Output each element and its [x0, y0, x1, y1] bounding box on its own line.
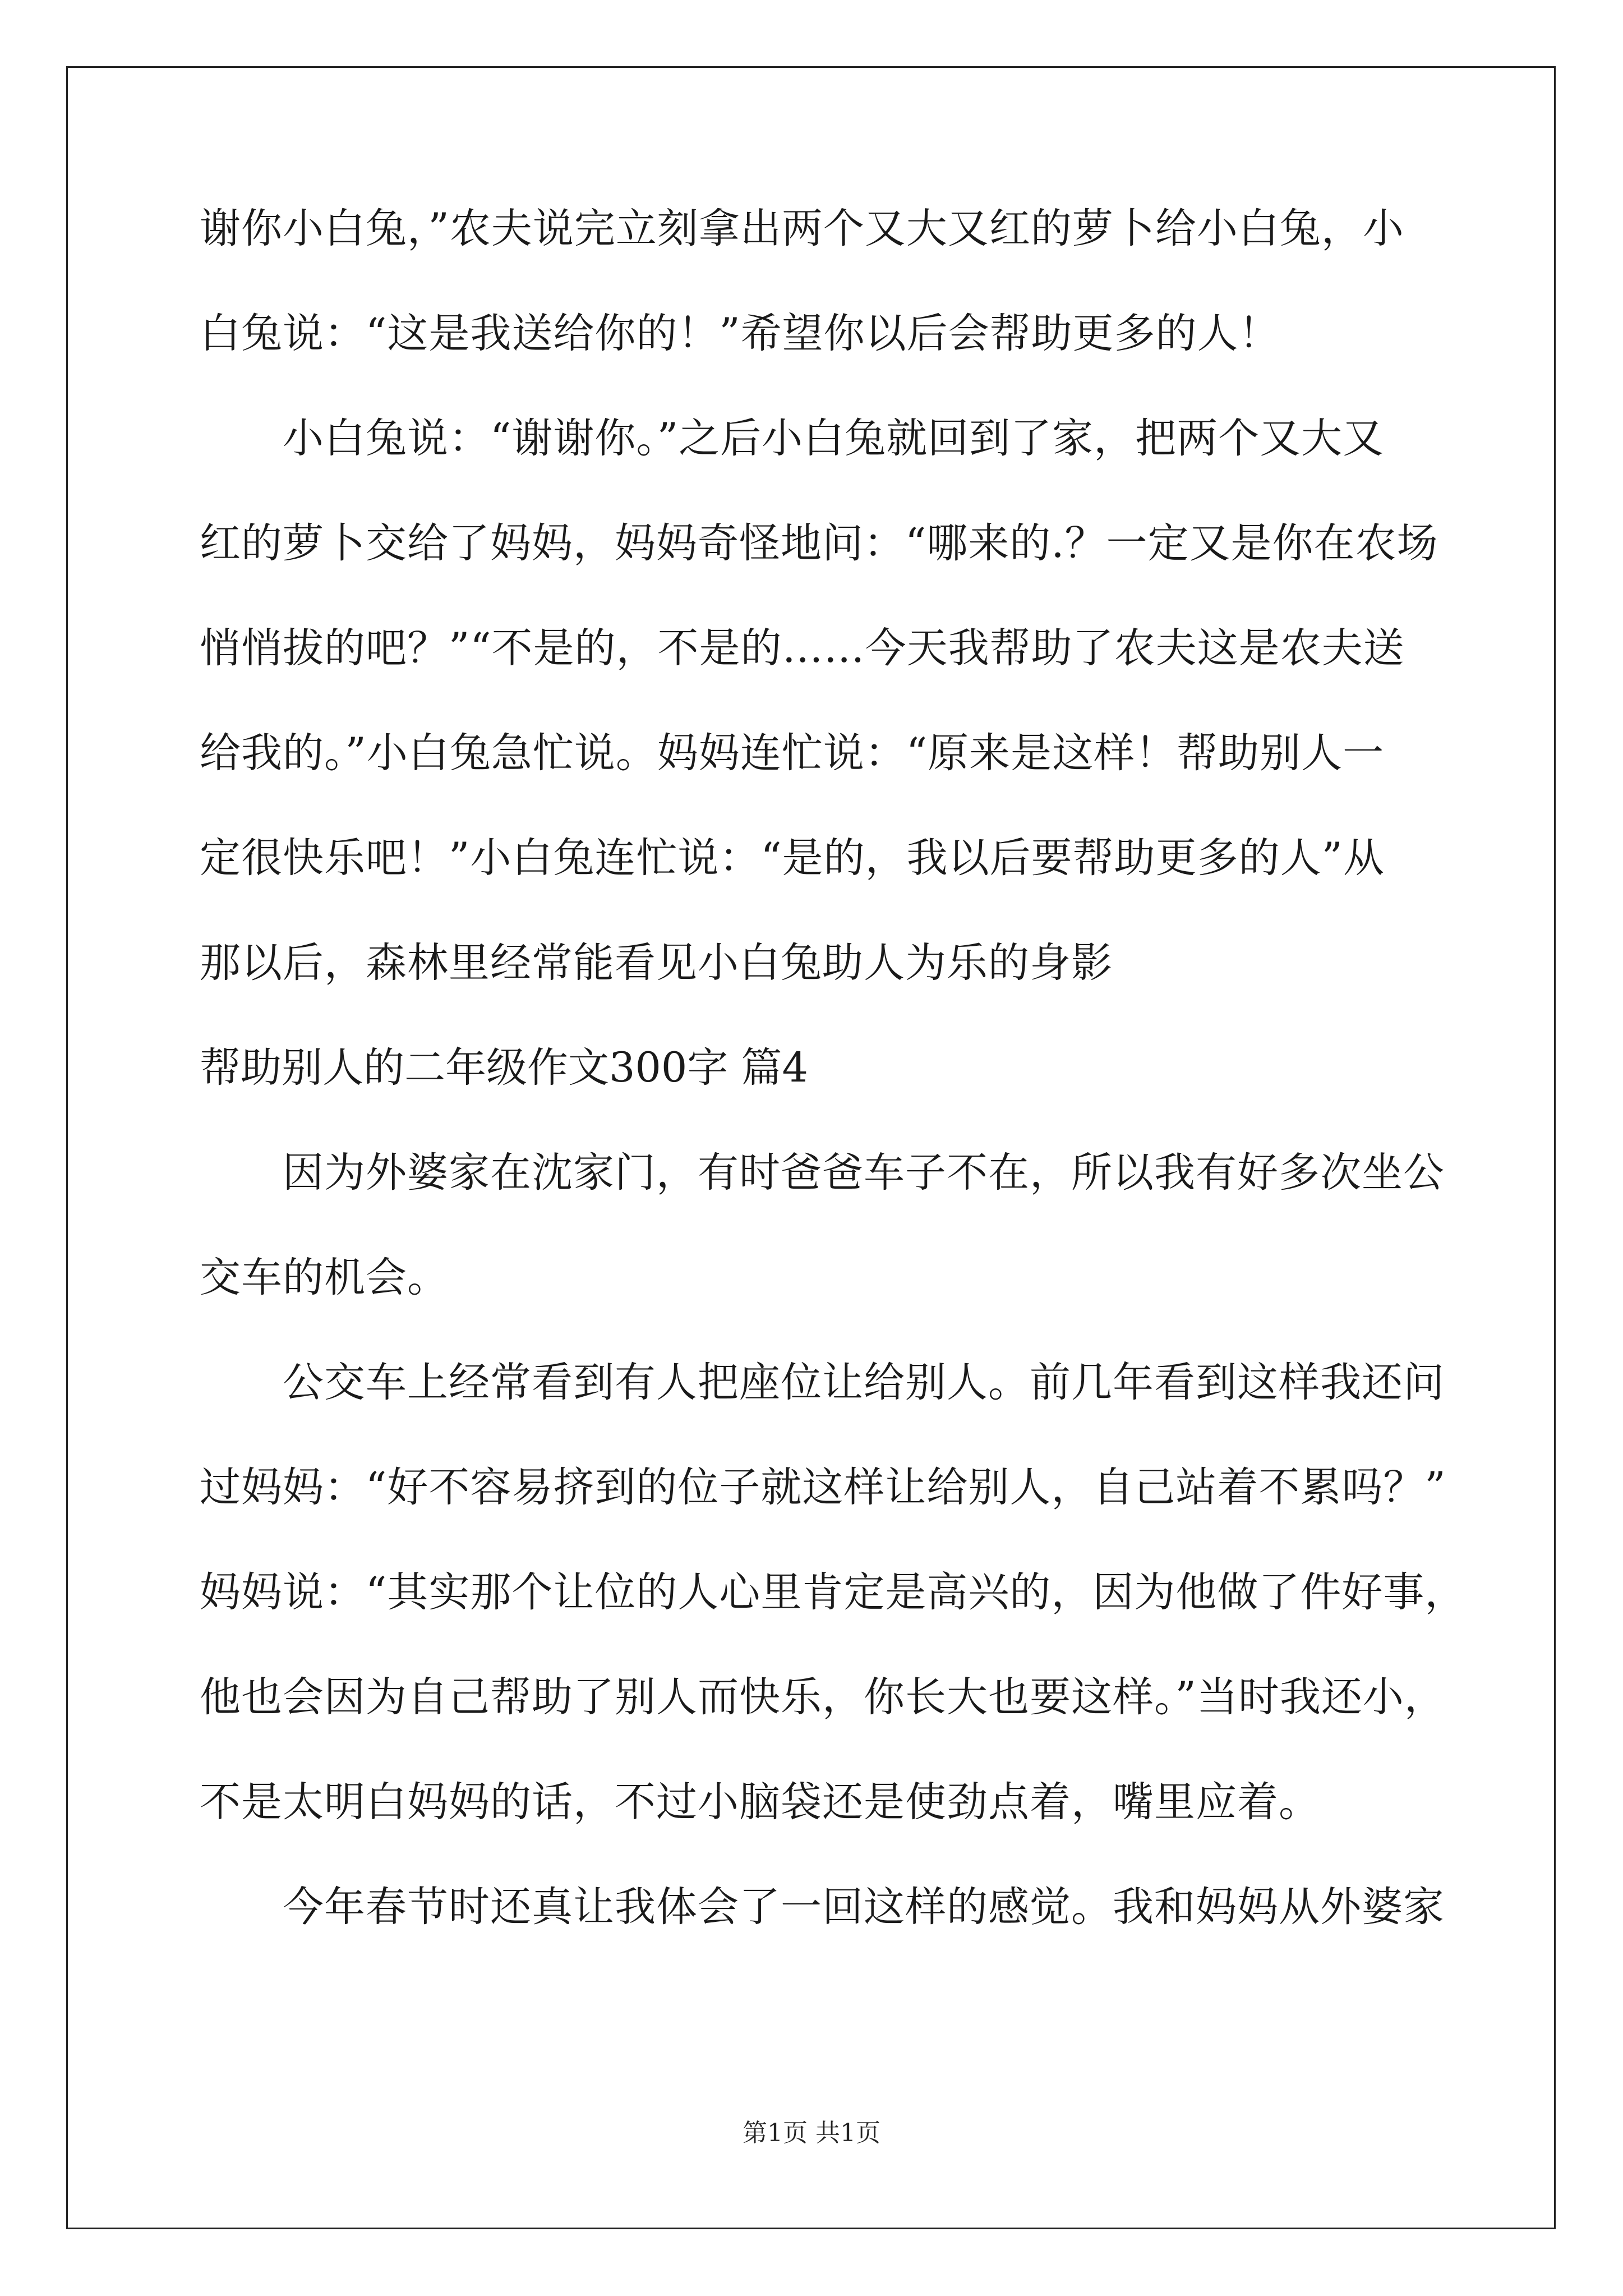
- text-line: 今年春节时还真让我体会了一回这样的感觉。我和妈妈从外婆家: [283, 1883, 1445, 1931]
- text-line: 小白兔说：“谢谢你。”之后小白兔就回到了家，把两个又大又: [283, 415, 1385, 462]
- text-line: 过妈妈：“好不容易挤到的位子就这样让给别人，自己站着不累吗？”: [200, 1464, 1446, 1511]
- text-line: 不是太明白妈妈的话，不过小脑袋还是使劲点着，嘴里应着。: [200, 1778, 1320, 1826]
- document-body: [200, 205, 1467, 1991]
- text-line: 因为外婆家在沈家门，有时爸爸车子不在，所以我有好多次坐公: [283, 1149, 1445, 1197]
- text-line: 妈妈说：“其实那个让位的人心里肯定是高兴的，因为他做了件好事，: [200, 1568, 1467, 1616]
- text-line: 那以后，森林里经常能看见小白兔助人为乐的身影: [200, 939, 1113, 987]
- text-line: 白兔说：“这是我送给你的！”希望你以后会帮助更多的人！: [200, 310, 1280, 357]
- page-footer: 第1页 共1页: [743, 2119, 880, 2147]
- text-line: 他也会因为自己帮助了别人而快乐，你长大也要这样。”当时我还小，: [200, 1673, 1446, 1721]
- text-line: 定很快乐吧！”小白兔连忙说：“是的，我以后要帮助更多的人”从: [200, 834, 1385, 882]
- text-line: 公交车上经常看到有人把座位让给别人。前几年看到这样我还问: [283, 1359, 1445, 1406]
- text-line: 交车的机会。: [200, 1254, 449, 1301]
- section-heading: 帮助别人的二年级作文300字 篇4: [200, 1044, 808, 1092]
- text-line: 谢你小白兔，”农夫说完立刻拿出两个又大又红的萝卜给小白兔，小: [200, 205, 1404, 252]
- text-line: 给我的。”小白兔急忙说。妈妈连忙说：“原来是这样！帮助别人一: [200, 729, 1385, 777]
- text-line: 红的萝卜交给了妈妈，妈妈奇怪地问：“哪来的.？一定又是你在农场: [200, 519, 1438, 567]
- text-line: 悄悄拔的吧？”“不是的，不是的……今天我帮助了农夫这是农夫送: [200, 624, 1405, 672]
